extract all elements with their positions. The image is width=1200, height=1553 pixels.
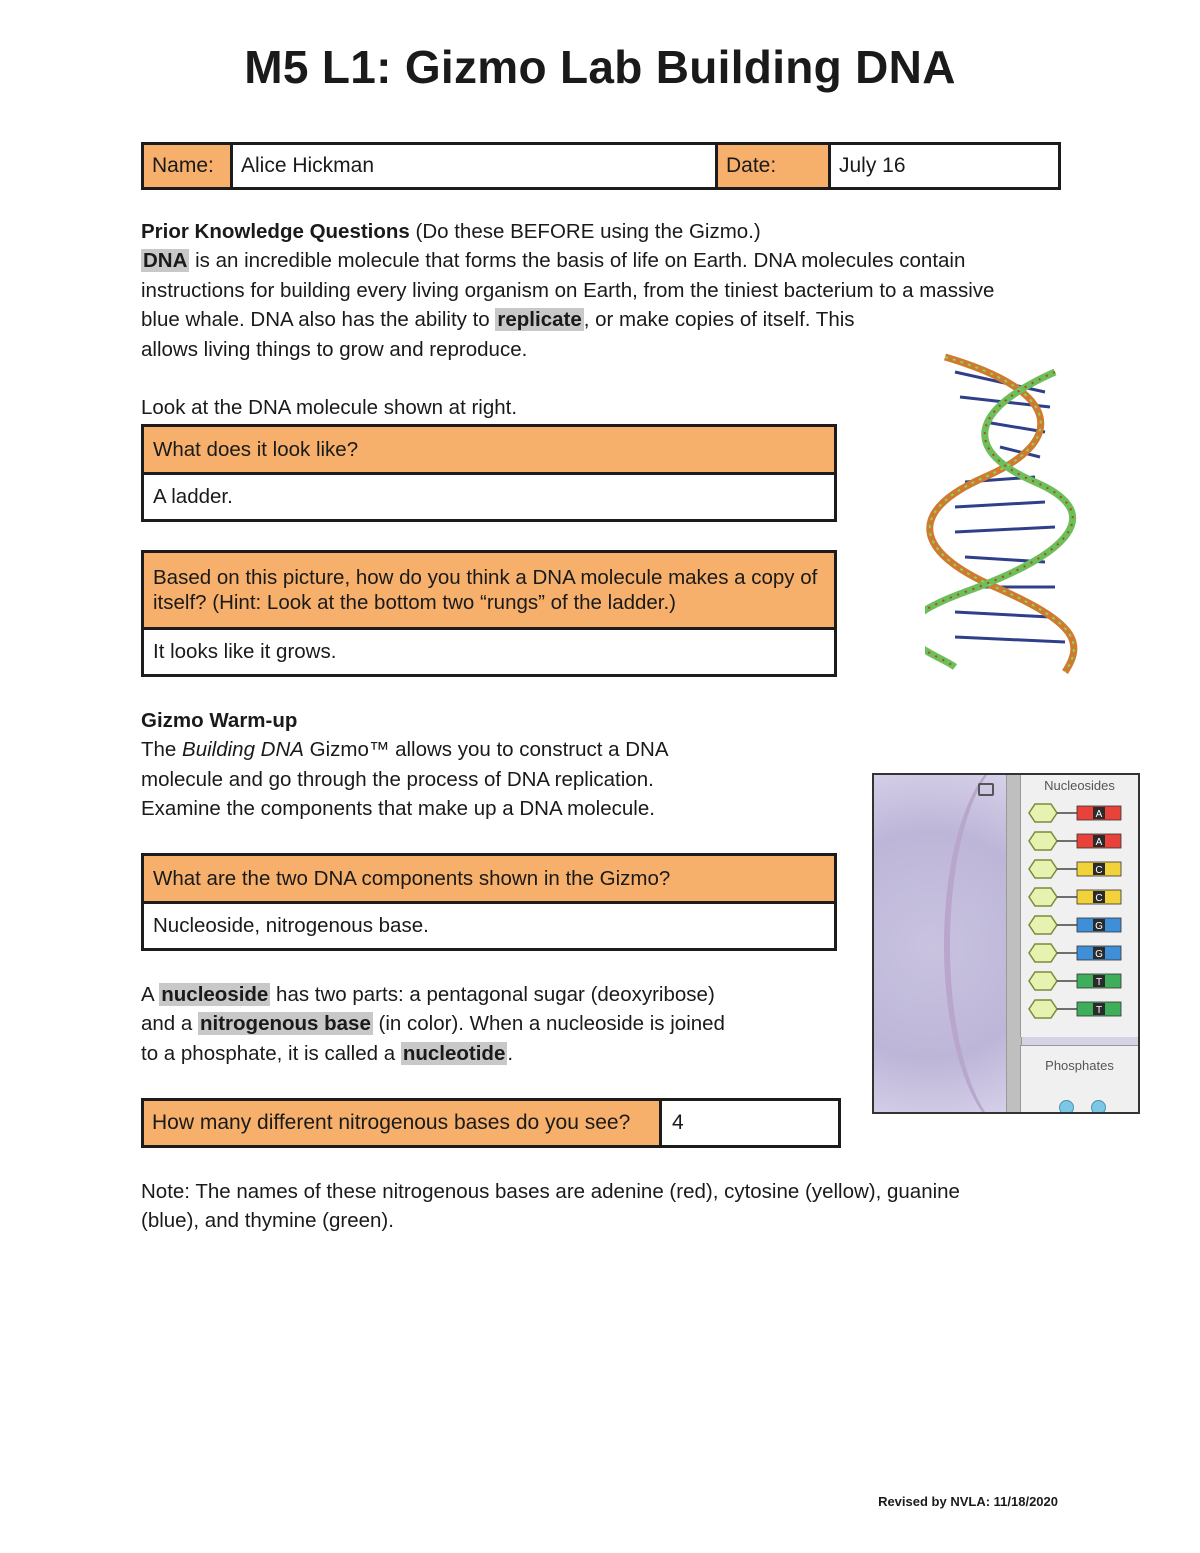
question-1: What does it look like? <box>144 427 834 475</box>
base-letter: G <box>1095 949 1103 960</box>
nucleoside-item[interactable] <box>1029 832 1121 850</box>
camera-icon[interactable] <box>978 783 994 796</box>
nucleoside-paragraph <box>141 980 821 1068</box>
paragraph-text: . <box>507 1041 514 1065</box>
page-title: M5 L1: Gizmo Lab Building DNA <box>244 41 956 93</box>
answer-2-field[interactable]: It looks like it grows. <box>153 640 337 663</box>
paragraph-line: allows living things to grow and reproduce. <box>141 337 528 361</box>
phosphate-dot[interactable] <box>1059 1100 1074 1114</box>
paragraph-text: The <box>141 738 183 762</box>
nucleoside-item[interactable] <box>1029 944 1121 962</box>
name-field[interactable]: Alice Hickman <box>233 145 718 187</box>
base-letter: C <box>1095 893 1103 904</box>
sugar-pentagon <box>1029 1000 1057 1018</box>
base-letter: T <box>1095 1005 1103 1016</box>
term-nucleoside: nucleoside <box>161 983 269 1006</box>
sugar-pentagon <box>1029 804 1057 822</box>
paragraph-text: is an incredible molecule that forms the basis of life on Earth. DNA molecules contain <box>189 249 966 273</box>
answer-4-field[interactable]: 4 <box>672 1111 684 1134</box>
date-label: Date: <box>718 145 831 187</box>
paragraph-text: , or make copies of itself. This <box>583 308 855 332</box>
date-field[interactable]: July 16 <box>839 154 906 177</box>
nucleoside-item[interactable] <box>1029 804 1121 822</box>
paragraph-line <box>141 305 1061 334</box>
paragraph-line <box>141 735 741 764</box>
question-box-4 <box>141 1098 841 1148</box>
paragraph-text: has two parts: a pentagonal sugar (deoxyribose) <box>270 983 715 1006</box>
warmup-heading: Gizmo Warm-up <box>141 709 298 732</box>
sugar-pentagon <box>1029 972 1057 990</box>
paragraph-text: A <box>141 983 160 1006</box>
gizmo-screenshot <box>872 773 1140 1114</box>
paragraph-text: blue whale. DNA also has the ability to <box>141 308 496 332</box>
question-3: What are the two DNA components shown in the Gizmo? <box>144 856 834 904</box>
term-replicate: replicate <box>497 308 582 332</box>
base-letter: A <box>1095 809 1103 820</box>
header-table <box>141 142 1061 190</box>
paragraph-line <box>141 980 821 1009</box>
base-letter: C <box>1095 865 1103 876</box>
question-4: How many different nitrogenous bases do you see? <box>144 1101 662 1145</box>
paragraph-line <box>141 1039 821 1068</box>
bases-note <box>141 1177 1041 1236</box>
sugar-pentagon <box>1029 860 1057 878</box>
nucleosides-panel <box>1020 775 1138 1037</box>
phosphates-panel <box>1020 1045 1138 1112</box>
nucleoside-item[interactable] <box>1029 1000 1121 1018</box>
nucleoside-item[interactable] <box>1029 972 1121 990</box>
paragraph-line: molecule and go through the process of DNA replication. <box>141 767 654 791</box>
prior-knowledge-heading-line <box>141 217 1061 246</box>
answer-1-field[interactable]: A ladder. <box>153 485 233 508</box>
prior-knowledge-heading: Prior Knowledge Questions <box>141 220 410 243</box>
phosphate-dot[interactable] <box>1091 1100 1106 1114</box>
answer-3-field[interactable]: Nucleoside, nitrogenous base. <box>153 914 429 937</box>
question-2: Based on this picture, how do you think a DNA molecule makes a copy of itself? (Hint: Look at the bottom two “rungs” of the ladder.) <box>144 553 834 630</box>
prior-knowledge-intro <box>141 217 1061 364</box>
sugar-pentagon <box>1029 888 1057 906</box>
gizmo-name: Building DNA <box>182 738 304 762</box>
helix-backbone-2 <box>925 372 1073 667</box>
paragraph-line: (blue), and thymine (green). <box>141 1209 394 1233</box>
term-dna: DNA <box>143 249 188 273</box>
sugar-pentagon <box>1029 832 1057 850</box>
paragraph-line: Examine the components that make up a DNA molecule. <box>141 797 655 821</box>
look-instruction: Look at the DNA molecule shown at right. <box>141 396 518 419</box>
nucleoside-item[interactable] <box>1029 916 1121 934</box>
base-letter: T <box>1095 977 1103 988</box>
phosphates-label: Phosphates <box>1045 1058 1114 1073</box>
paragraph-line <box>141 246 1061 275</box>
helix-atoms-2 <box>925 372 1073 667</box>
paragraph-text: to a phosphate, it is called a <box>141 1041 401 1065</box>
question-box-2 <box>141 550 837 677</box>
paragraph-line <box>141 1009 821 1038</box>
nucleoside-list <box>1021 795 1139 1035</box>
dna-helix-image <box>925 352 1085 677</box>
helix-rungs <box>955 372 1065 642</box>
prior-knowledge-note: (Do these BEFORE using the Gizmo.) <box>409 220 761 243</box>
base-letter: A <box>1095 837 1103 848</box>
revision-footer: Revised by NVLA: 11/18/2020 <box>878 1494 1058 1509</box>
base-letter: G <box>1095 921 1103 932</box>
paragraph-text: and a <box>141 1012 198 1036</box>
nucleosides-label: Nucleosides <box>1044 778 1115 793</box>
name-label: Name: <box>144 145 233 187</box>
warmup-intro <box>141 706 741 824</box>
question-box-3 <box>141 853 837 951</box>
paragraph-line: instructions for building every living organism on Earth, from the tiniest bacterium to a massive <box>141 278 995 302</box>
sugar-pentagon <box>1029 944 1057 962</box>
nucleoside-item[interactable] <box>1029 860 1121 878</box>
paragraph-text: (in color). When a nucleoside is joined <box>372 1012 725 1036</box>
question-box-1 <box>141 424 837 522</box>
sugar-pentagon <box>1029 916 1057 934</box>
term-nucleotide: nucleotide <box>402 1041 506 1065</box>
paragraph-text: Gizmo™ allows you to construct a DNA <box>303 738 669 762</box>
nucleoside-item[interactable] <box>1029 888 1121 906</box>
term-nitrogenous-base: nitrogenous base <box>200 1012 371 1036</box>
paragraph-line: Note: The names of these nitrogenous bases are adenine (red), cytosine (yellow), guanine <box>141 1180 960 1203</box>
